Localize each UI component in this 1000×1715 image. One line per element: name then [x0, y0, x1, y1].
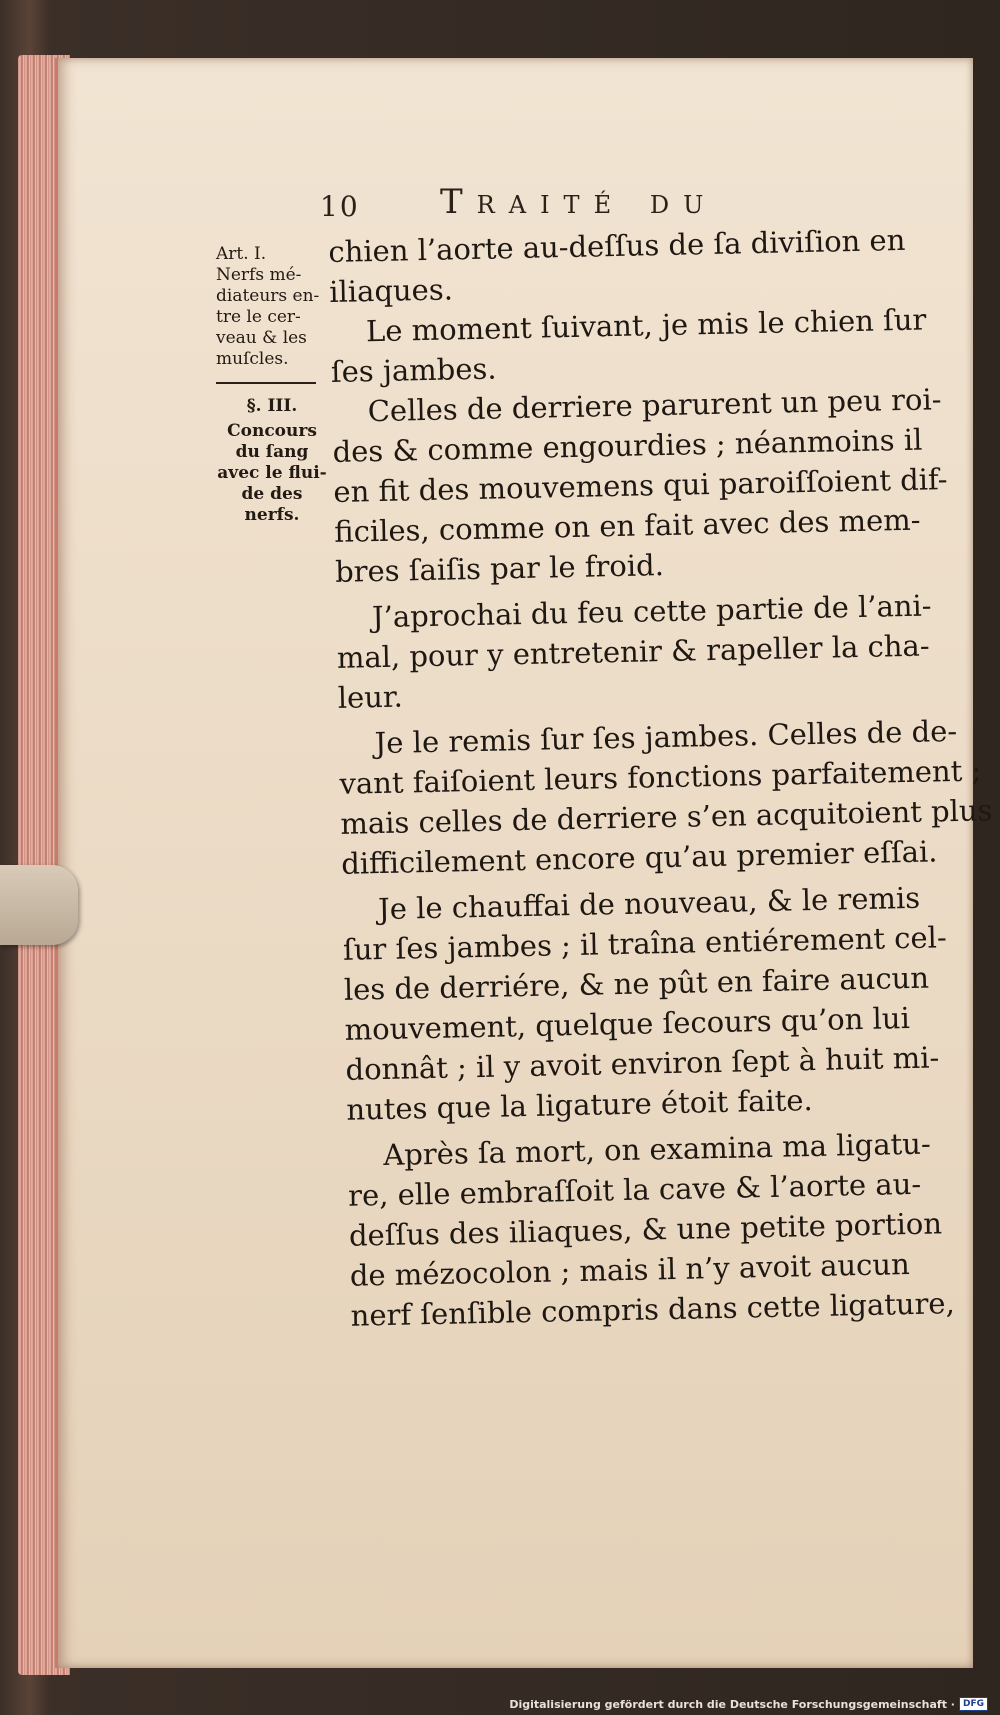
- text-line: Le moment ſuivant, je mis le chien ſur: [365, 302, 927, 349]
- running-title: Traité du: [440, 182, 718, 222]
- text-line: les de derriére, & ne pût en faire aucun: [343, 960, 930, 1007]
- text-line: vant faiſoient leurs fonctions parfaitement ;: [339, 753, 982, 801]
- text-line: de mézocolon ; mais il n’y avoit aucun: [349, 1247, 911, 1293]
- text-line: difficilement encore qu’au premier eſſai.: [340, 834, 938, 881]
- credit-text: Digitalisierung gefördert durch die Deutsche Forschungsgemeinschaft ·: [509, 1697, 955, 1711]
- text-line: ficiles, comme on en fait avec des mem-: [333, 502, 921, 549]
- page-clip-tab: [0, 865, 78, 945]
- text-line: en fit des mouvemens qui paroiſſoient dif-: [333, 462, 948, 509]
- text-line: des & comme engourdies ; néanmoins il: [332, 422, 923, 469]
- text-line: iliaques.: [328, 272, 454, 309]
- margin-notes: [216, 244, 328, 526]
- body-text: [328, 220, 993, 1336]
- text-line: chien l’aorte au-deſſus de ſa diviſion en: [328, 222, 906, 269]
- text-line: Je le remis ſur ſes jambes. Celles de de-: [374, 713, 958, 761]
- text-line: ſur ſes jambes ; il traîna entiérement cel-: [342, 920, 948, 967]
- text-line: mais celles de derriere s’en acquitoient plus: [340, 793, 993, 841]
- margin-rule: [216, 382, 316, 384]
- text-line: nutes que la ligature étoit faite.: [346, 1083, 814, 1127]
- text-line: mal, pour y entretenir & rapeller la cha-: [336, 628, 930, 675]
- margin-note-article: Art. I. Nerfs mé- diateurs en- tre le cer- veau & les muſcles.: [216, 244, 320, 369]
- text-line: ſes jambes.: [330, 351, 497, 389]
- text-line: nerf ſenſible compris dans cette ligature,: [350, 1286, 956, 1333]
- text-line: deſſus des iliaques, & une petite portion: [348, 1206, 943, 1253]
- text-line: Après ſa mort, on examina ma ligatu-: [382, 1126, 932, 1173]
- text-line: leur.: [337, 679, 404, 715]
- page-number: 10: [320, 190, 360, 223]
- text-line: donnât ; il y avoit environ ſept à huit mi-: [345, 1040, 940, 1087]
- digitization-credit: [509, 1697, 988, 1711]
- text-line: Celles de derriere parurent un peu roi-: [367, 382, 942, 429]
- dfg-logo-icon: DFG: [959, 1697, 988, 1711]
- text-line: mouvement, quelque ſecours qu’on lui: [344, 1000, 911, 1047]
- text-line: re, elle embraſſoit la cave & l’aorte au-: [347, 1166, 922, 1213]
- margin-note-section: §. III.: [246, 396, 298, 416]
- margin-note-section-text: Concours du ſang avec le flui- de des nerfs.: [217, 421, 327, 525]
- text-line: bres ſaiſis par le froid.: [334, 548, 665, 589]
- text-line: J’aprochai du feu cette partie de l’ani-: [371, 588, 932, 635]
- text-line: Je le chauffai de nouveau, & le remis: [377, 880, 921, 927]
